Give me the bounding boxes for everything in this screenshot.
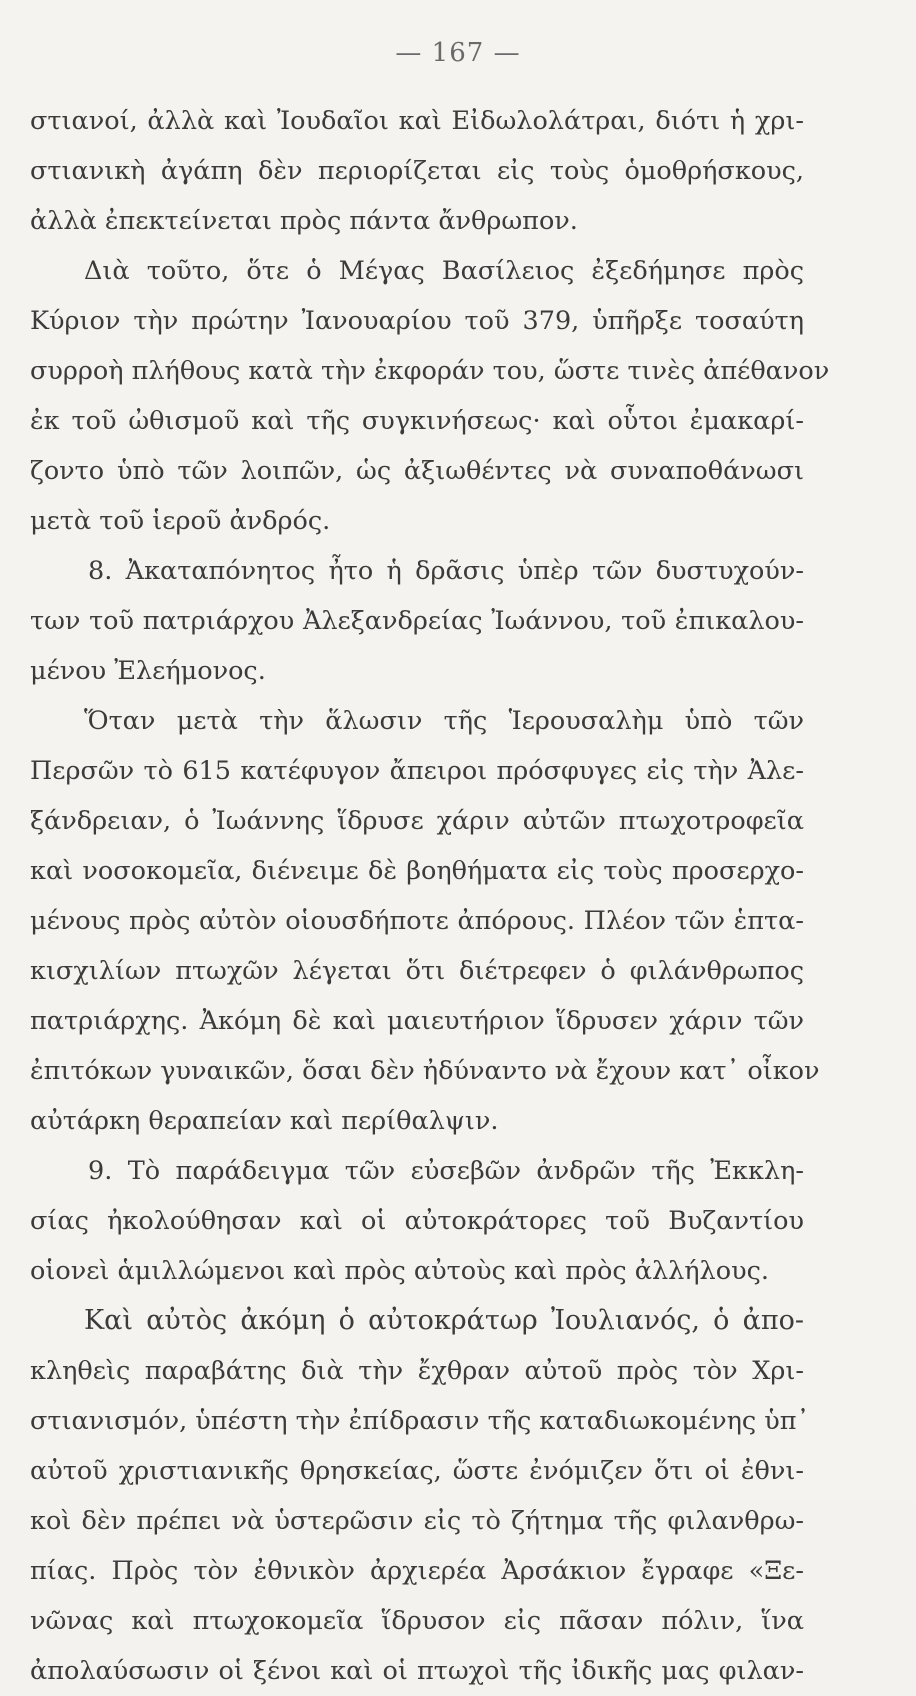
text-line: καὶ νοσοκομεῖα, διένειμε δὲ βοηθήματα εἰς τοὺς προσερχο-: [30, 856, 804, 886]
text-line: στιανισμόν, ὑπέστη τὴν ἐπίδρασιν τῆς καταδιωκομένης ὑπ᾽: [30, 1406, 810, 1436]
text-line: αὐτάρκη θεραπείαν καὶ περίθαλψιν.: [30, 1106, 499, 1136]
text-line: Κύριον τὴν πρώτην Ἰανουαρίου τοῦ 379, ὑπῆρξε τοσαύτη: [30, 306, 804, 336]
section-8-start-line: 8. Ἀκαταπόνητος ἦτο ἡ δρᾶσις ὑπὲρ τῶν δυστυχούν-: [88, 556, 804, 586]
text-line: ζοντο ὑπὸ τῶν λοιπῶν, ὡς ἀξιωθέντες νὰ συναποθάνωσι: [30, 456, 804, 486]
text-line: μετὰ τοῦ ἱεροῦ ἀνδρός.: [30, 506, 331, 536]
paragraph-start-line: Διὰ τοῦτο, ὅτε ὁ Μέγας Βασίλειος ἐξεδήμησε πρὸς: [84, 256, 804, 286]
text-line: κοὶ δὲν πρέπει νὰ ὑστερῶσιν εἰς τὸ ζήτημα τῆς φιλανθρω-: [30, 1506, 804, 1536]
body-text: [30, 96, 830, 1696]
text-line: μένους πρὸς αὐτὸν οἱουσδήποτε ἀπόρους. Πλέον τῶν ἑπτα-: [30, 906, 804, 936]
section-9-start-line: 9. Τὸ παράδειγμα τῶν εὐσεβῶν ἀνδρῶν τῆς Ἐκκλη-: [88, 1156, 804, 1186]
text-line: ξάνδρειαν, ὁ Ἰωάννης ἵδρυσε χάριν αὐτῶν πτωχοτροφεῖα: [30, 806, 804, 836]
text-line: πατριάρχης. Ἀκόμη δὲ καὶ μαιευτήριον ἵδρυσεν χάριν τῶν: [30, 1006, 804, 1036]
text-line: σίας ἠκολούθησαν καὶ οἱ αὐτοκράτορες τοῦ Βυζαντίου: [30, 1206, 804, 1236]
paragraph-start-line: Ὅταν μετὰ τὴν ἅλωσιν τῆς Ἱερουσαλὴμ ὑπὸ τῶν: [84, 706, 804, 736]
text-line: αὐτοῦ χριστιανικῆς θρησκείας, ὥστε ἐνόμιζεν ὅτι οἱ ἐθνι-: [30, 1456, 804, 1486]
text-line: κληθεὶς παραβάτης διὰ τὴν ἔχθραν αὐτοῦ πρὸς τὸν Χρι-: [30, 1356, 804, 1386]
page-number: — 167 —: [395, 38, 521, 68]
text-line: οἱονεὶ ἁμιλλώμενοι καὶ πρὸς αὐτοὺς καὶ πρὸς ἀλλήλους.: [30, 1256, 769, 1286]
text-line: μένου Ἐλεήμονος.: [30, 656, 266, 686]
paragraph-start-line: Καὶ αὐτὸς ἀκόμη ὁ αὐτοκράτωρ Ἰουλιανός, ὁ ἀπο-: [84, 1305, 804, 1336]
text-line: των τοῦ πατριάρχου Ἀλεξανδρείας Ἰωάννου, τοῦ ἐπικαλου-: [30, 606, 804, 636]
text-line: κισχιλίων πτωχῶν λέγεται ὅτι διέτρεφεν ὁ φιλάνθρωπος: [30, 956, 804, 986]
text-line: ἐπιτόκων γυναικῶν, ὅσαι δὲν ἠδύναντο νὰ ἔχουν κατ᾽ οἶκον: [30, 1056, 820, 1086]
text-line: συρροὴ πλήθους κατὰ τὴν ἐκφοράν του, ὥστε τινὲς ἀπέθανον: [30, 356, 830, 386]
text-line: ἐκ τοῦ ὠθισμοῦ καὶ τῆς συγκινήσεως· καὶ οὗτοι ἐμακαρί-: [30, 406, 804, 436]
text-line: στιανοί, ἀλλὰ καὶ Ἰουδαῖοι καὶ Εἰδωλολάτραι, διότι ἡ χρι-: [30, 106, 804, 136]
text-line: ἀπολαύσωσιν οἱ ξένοι καὶ οἱ πτωχοὶ τῆς ἰδικῆς μας φιλαν-: [30, 1656, 804, 1686]
text-line: νῶνας καὶ πτωχοκομεῖα ἵδρυσον εἰς πᾶσαν πόλιν, ἵνα: [30, 1606, 804, 1636]
text-line: στιανικὴ ἀγάπη δὲν περιορίζεται εἰς τοὺς ὁμοθρήσκους,: [30, 156, 804, 186]
text-line: πίας. Πρὸς τὸν ἐθνικὸν ἀρχιερέα Ἀρσάκιον ἔγραφε «Ξε-: [30, 1556, 804, 1586]
text-line: Περσῶν τὸ 615 κατέφυγον ἄπειροι πρόσφυγες εἰς τὴν Ἀλε-: [30, 756, 804, 786]
text-line: ἀλλὰ ἐπεκτείνεται πρὸς πάντα ἄνθρωπον.: [30, 206, 578, 236]
